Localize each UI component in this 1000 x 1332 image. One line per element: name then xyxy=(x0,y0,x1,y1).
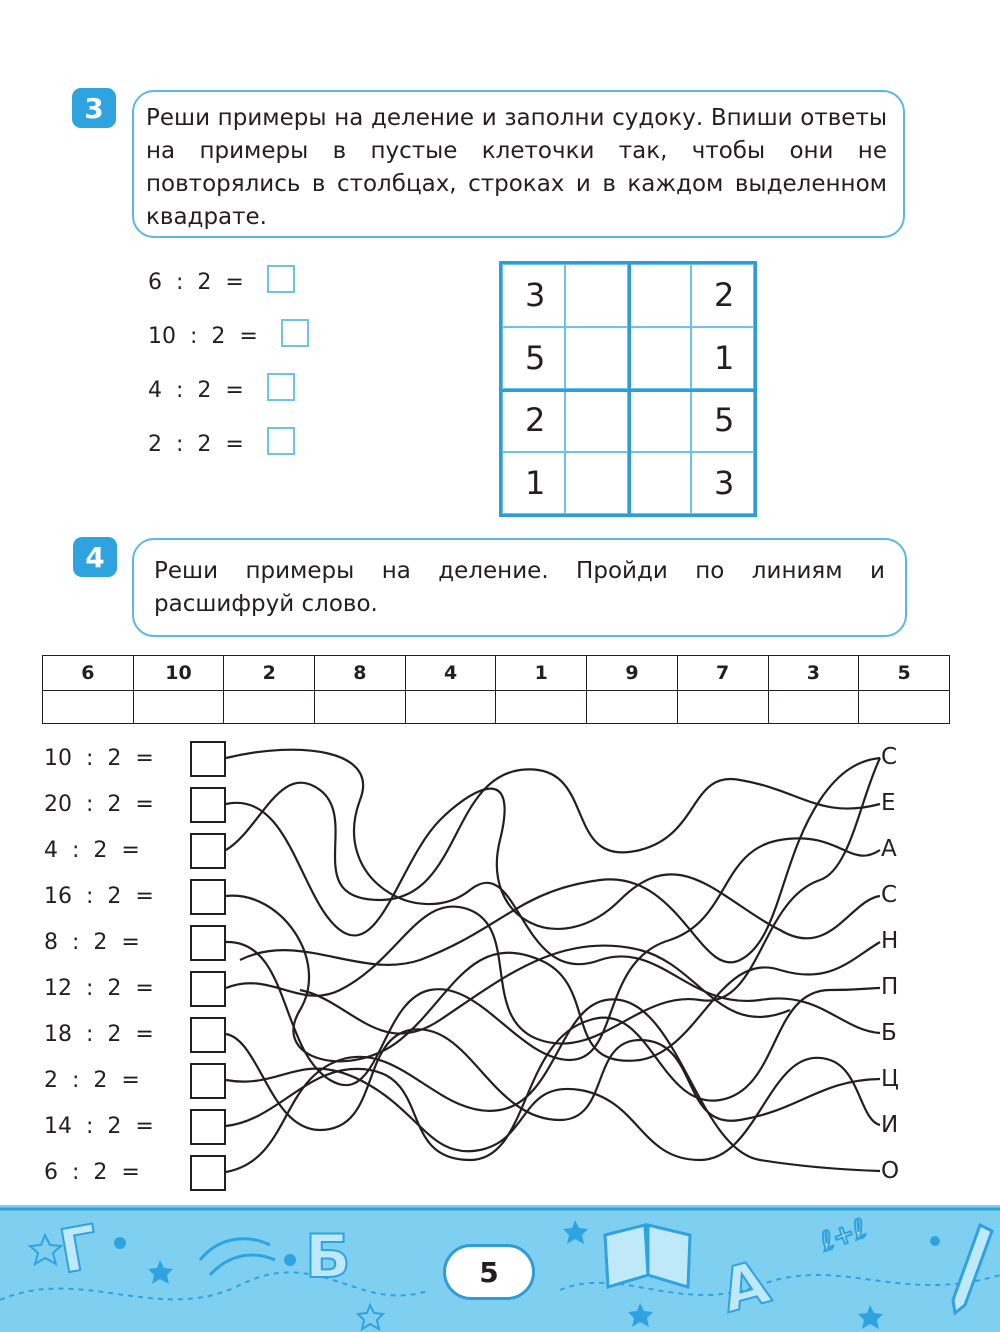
task-4-instructions xyxy=(132,538,907,637)
cipher-number-cell: 1 xyxy=(496,656,587,691)
cipher-letter-cell[interactable] xyxy=(405,691,496,724)
task-4-example: 12 : 2 = xyxy=(44,976,154,1001)
task-3-example: 4 : 2 = xyxy=(148,378,244,403)
answer-square[interactable] xyxy=(190,1155,226,1191)
answer-square[interactable] xyxy=(190,1109,226,1145)
footer-decorative-letter: Б xyxy=(305,1222,351,1292)
task-3-number-badge: 3 xyxy=(72,88,116,128)
answer-box[interactable] xyxy=(267,427,295,455)
task-4-example: 4 : 2 = xyxy=(44,838,140,863)
sudoku-cell[interactable] xyxy=(628,264,691,327)
maze-letter: А xyxy=(881,836,897,862)
answer-square[interactable] xyxy=(190,833,226,869)
sudoku-cell[interactable] xyxy=(565,389,628,452)
sudoku-cell: 3 xyxy=(691,452,754,515)
sudoku-cell: 2 xyxy=(691,264,754,327)
cipher-number-cell: 10 xyxy=(133,656,224,691)
cipher-letter-cell[interactable] xyxy=(43,691,134,724)
cipher-answer-row xyxy=(43,691,950,724)
maze-line xyxy=(226,988,880,1160)
answer-square[interactable] xyxy=(190,879,226,915)
cipher-number-cell: 2 xyxy=(224,656,315,691)
cipher-number-cell: 4 xyxy=(405,656,496,691)
task-4-example: 6 : 2 = xyxy=(44,1160,140,1185)
maze-line xyxy=(226,838,880,1085)
task-4-number-badge: 4 xyxy=(73,537,117,577)
answer-square[interactable] xyxy=(190,741,226,777)
maze-line xyxy=(226,999,880,1172)
cipher-table xyxy=(42,655,950,724)
maze-letter: Ц xyxy=(881,1066,899,1092)
sudoku-cell[interactable] xyxy=(628,452,691,515)
task-4-example: 14 : 2 = xyxy=(44,1114,154,1139)
answer-square[interactable] xyxy=(190,1063,226,1099)
maze-letter: Б xyxy=(881,1020,897,1046)
answer-box[interactable] xyxy=(281,319,309,347)
cipher-letter-cell[interactable] xyxy=(496,691,587,724)
cipher-header-row xyxy=(43,656,950,691)
sudoku-cell[interactable] xyxy=(565,452,628,515)
maze-line xyxy=(300,945,790,1033)
task-3-example: 6 : 2 = xyxy=(148,270,244,295)
answer-square[interactable] xyxy=(190,787,226,823)
sudoku-cell: 5 xyxy=(502,327,565,390)
maze-letter: Е xyxy=(881,790,896,816)
task-3-example: 2 : 2 = xyxy=(148,432,244,457)
cipher-letter-cell[interactable] xyxy=(768,691,859,724)
maze-line xyxy=(226,758,880,1044)
sudoku-cell[interactable] xyxy=(628,327,691,390)
cipher-letter-cell[interactable] xyxy=(859,691,950,724)
maze-letter: С xyxy=(881,744,898,770)
task-4-example: 20 : 2 = xyxy=(44,792,154,817)
cipher-number-cell: 3 xyxy=(768,656,859,691)
maze-line xyxy=(226,896,880,1062)
cipher-letter-cell[interactable] xyxy=(677,691,768,724)
answer-square[interactable] xyxy=(190,1017,226,1053)
cipher-letter-cell[interactable] xyxy=(587,691,678,724)
cipher-number-cell: 7 xyxy=(677,656,768,691)
sudoku-cell: 3 xyxy=(502,264,565,327)
sudoku-grid xyxy=(499,261,757,517)
sudoku-cell: 2 xyxy=(502,389,565,452)
svg-text:ℓ+ℓ: ℓ+ℓ xyxy=(816,1213,871,1258)
maze-line xyxy=(226,769,880,900)
answer-square[interactable] xyxy=(190,971,226,1007)
task-4-example: 10 : 2 = xyxy=(44,746,154,771)
task-4-example: 2 : 2 = xyxy=(44,1068,140,1093)
task-4-text: Реши примеры на деление. Пройди по линиям и расшифруй слово. xyxy=(154,558,885,617)
footer-decorative-letter: А xyxy=(713,1247,777,1327)
cipher-number-cell: 8 xyxy=(315,656,406,691)
cipher-letter-cell[interactable] xyxy=(224,691,315,724)
maze-letter: Н xyxy=(881,928,899,954)
maze-letter: И xyxy=(881,1112,899,1138)
answer-box[interactable] xyxy=(267,265,295,293)
cipher-number-cell: 6 xyxy=(43,656,134,691)
task-4-example: 8 : 2 = xyxy=(44,930,140,955)
task-4-example: 18 : 2 = xyxy=(44,1022,154,1047)
cipher-number-cell: 9 xyxy=(587,656,678,691)
sudoku-cell[interactable] xyxy=(565,264,628,327)
answer-box[interactable] xyxy=(267,373,295,401)
sudoku-divider-horizontal xyxy=(502,389,754,392)
sudoku-cell[interactable] xyxy=(628,389,691,452)
maze-line xyxy=(226,750,880,1033)
answer-square[interactable] xyxy=(190,925,226,961)
task-3-example: 10 : 2 = xyxy=(148,324,258,349)
task-4-example: 16 : 2 = xyxy=(44,884,154,909)
maze-line xyxy=(226,1058,880,1160)
maze-line xyxy=(240,758,880,965)
sudoku-cell[interactable] xyxy=(565,327,628,390)
task-3-text: Реши примеры на деление и заполни судоку. Впиши ответы на примеры в пустые клеточки так, чтобы они не повторялись в столбцах, строках и в каждом выделенном квадрате. xyxy=(146,105,887,230)
sudoku-cell: 1 xyxy=(502,452,565,515)
page-number: 5 xyxy=(443,1244,535,1300)
cipher-number-cell: 5 xyxy=(859,656,950,691)
task-3-instructions xyxy=(132,90,905,238)
sudoku-cell: 1 xyxy=(691,327,754,390)
maze-letter: С xyxy=(881,882,898,908)
maze-letter: О xyxy=(881,1158,900,1184)
maze-line xyxy=(226,789,880,939)
footer-decorative-letter: Г xyxy=(54,1212,105,1288)
maze-line xyxy=(226,1029,880,1130)
cipher-letter-cell[interactable] xyxy=(133,691,224,724)
sudoku-cell: 5 xyxy=(691,389,754,452)
cipher-letter-cell[interactable] xyxy=(315,691,406,724)
maze-letter: П xyxy=(881,974,899,1000)
